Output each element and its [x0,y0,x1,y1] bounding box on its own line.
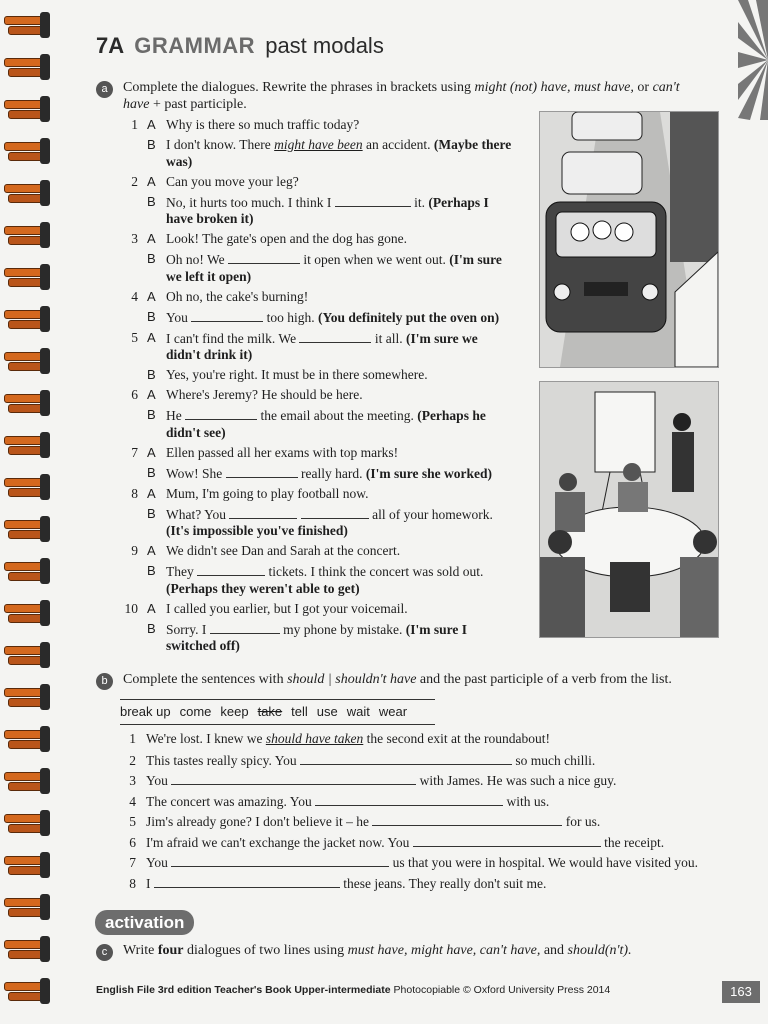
speaker-a: A [147,329,156,345]
lesson-code: 7A [96,33,125,58]
line-b [120,309,515,327]
dialogue-item [120,601,515,655]
line-a [120,289,515,306]
answer-blank[interactable] [300,752,512,765]
line-b [120,621,515,655]
item-number: 5 [129,814,136,829]
section-b-instruction: Complete the sentences with should | shouldn't have and the past participle of a verb from the list. [123,672,672,687]
item-number: 4 [131,288,138,304]
footer-copyright: Photocopiable © Oxford University Press 2014 [393,984,611,996]
sentence-post: with James. He was such a nice guy. [419,773,617,788]
section-a-badge: a [96,81,113,98]
line-b-text: Sorry. I [166,621,207,637]
line-b [120,465,515,483]
item-number: 2 [129,752,136,768]
answer-blank[interactable] [197,563,265,576]
line-b-text: I don't know. There [166,137,271,152]
line-a [120,231,515,248]
dialogue-item [120,387,515,441]
sentence-pre: We're lost. I knew we [146,731,263,746]
binding-ring [0,50,56,84]
item-number: 8 [129,875,136,891]
item-number: 10 [124,600,138,616]
dialogue-item [120,174,515,228]
item-number: 7 [131,444,138,460]
page-title [96,33,384,59]
sentence-post: so much chilli. [515,752,596,768]
speaker-a: A [147,485,156,501]
sentence-post: for us. [565,814,601,829]
footer-book: English File 3rd edition Teacher's Book Upper-intermediate [96,984,391,996]
line-a [120,330,515,364]
answer-blank[interactable] [299,330,371,343]
binding-ring [0,806,56,840]
line-a [120,117,515,134]
speaker-b: B [147,505,156,521]
sentence-pre: The concert was amazing. You [146,793,312,809]
line-b-text: Yes, you're right. It must be in there somewhere. [166,367,428,382]
sentence-item [120,875,546,892]
dialogue-item [120,486,515,540]
binding-ring [0,848,56,882]
dialogue-item [120,231,515,285]
bracket-hint: (You definitely put the oven on) [318,309,500,325]
line-a [120,543,515,560]
grammar-label: GRAMMAR [134,33,256,58]
line-b-text: You [166,309,188,325]
line-b-text: They [166,564,194,579]
binding-ring [0,596,56,630]
bracket-hint: (It's impossible you've finished) [166,523,348,538]
sentence-pre: This tastes really spicy. You [146,752,297,768]
activation-instruction: Write four dialogues of two lines using must have, might have, can't have, and should(n't). [123,943,632,958]
binding-ring [0,176,56,210]
line-b-text: He [166,408,182,423]
sentence-pre: I [146,875,151,891]
speaker-b: B [147,563,156,578]
line-b-post: all of your homework. [372,506,493,522]
speaker-a: A [147,387,156,402]
dialogue-item [120,330,515,384]
line-b [120,563,515,597]
line-b-post: really hard. [301,465,363,481]
binding-ring [0,8,56,42]
sentence-pre: You [146,855,168,870]
word-list-item: tell [291,704,308,719]
line-b-post: it. [414,194,426,210]
item-number: 3 [131,231,138,246]
line-a-text: Can you move your leg? [166,173,299,189]
bracket-hint: (I'm sure I switched off) [166,621,467,653]
speaker-a: A [147,543,156,558]
line-a [120,174,515,191]
line-a-text: Mum, I'm going to play football now. [166,485,369,501]
binding-ring [0,974,56,1008]
line-a-post: it all. [374,330,403,346]
answer-blank[interactable] [413,834,601,847]
answer-blank[interactable] [229,506,297,519]
speaker-b: B [147,367,156,382]
answer-blank[interactable] [315,793,503,806]
dialogue-item [120,289,515,327]
speaker-a: A [147,173,156,189]
speaker-b: B [147,407,156,422]
line-a [120,486,515,503]
line-a-text: Look! The gate's open and the dog has gone. [166,231,407,246]
item-number: 1 [129,731,136,746]
bracket-hint: (Perhaps I have broken it) [166,194,489,226]
binding-ring [0,764,56,798]
line-a [120,445,515,462]
speaker-a: A [147,600,156,616]
binding-ring [0,302,56,336]
line-b-text: No, it hurts too much. I think I [166,194,332,210]
page-number: 163 [722,981,760,1003]
sentence-item [120,854,698,871]
speaker-a: A [147,117,156,132]
line-b [120,367,515,384]
sentence-post: these jeans. They really don't suit me. [343,875,547,891]
item-number: 9 [131,543,138,558]
item-number: 5 [131,329,138,345]
sentence-post: the second exit at the roundabout! [366,731,550,746]
footer [96,984,610,996]
sentence-post: with us. [506,793,550,809]
line-b [120,407,515,441]
binding-ring [0,512,56,546]
topic-title: past modals [265,33,384,58]
line-a [120,601,515,618]
binding-ring [0,386,56,420]
speaker-a: A [147,288,156,304]
line-a-text: Ellen passed all her exams with top marks! [166,444,399,460]
line-b-post: the email about the meeting. [260,408,414,423]
answer-blank[interactable] [372,813,562,826]
word-list-item: wait [346,704,370,719]
answer-blank[interactable] [171,854,389,867]
binding-ring [0,92,56,126]
section-c-badge: c [96,944,113,961]
word-list-item: come [179,704,212,719]
item-number: 7 [129,855,136,870]
item-number: 2 [131,173,138,189]
bracket-hint: (Perhaps they weren't able to get) [166,580,360,596]
dialogue-item [120,543,515,597]
item-number: 4 [129,793,136,809]
speaker-a: A [147,444,156,460]
spiral-binding [0,0,56,1024]
binding-ring [0,470,56,504]
line-b-text: Oh no! We [166,252,225,267]
word-list-item: take [257,704,283,719]
sentence-item [120,813,600,830]
line-a-text: Why is there so much traffic today? [166,117,360,132]
sentence-item [120,793,549,810]
answer-blank[interactable] [301,506,369,519]
sentence-item [120,772,616,789]
item-number: 6 [131,387,138,402]
bracket-hint: (I'm sure we left it open) [166,252,502,284]
answer-blank[interactable] [228,251,300,264]
activation-heading: activation [95,910,194,935]
dialogue-item [120,445,515,483]
item-number: 3 [129,773,136,788]
binding-ring [0,680,56,714]
line-b-post: an accident. [366,137,431,152]
sentence-item [120,731,550,747]
word-list-box [120,699,435,725]
answer-blank[interactable] [210,621,280,634]
line-b [120,137,515,170]
speaker-b: B [147,137,156,152]
line-b [120,506,515,540]
item-number: 6 [129,834,136,850]
line-a-text: We didn't see Dan and Sarah at the concert. [166,543,401,558]
sentence-item [120,834,664,851]
section-a-instruction: Complete the dialogues. Rewrite the phrases in brackets using might (not) have, must have, or can't have + past participle. [123,80,680,112]
bracket-hint: (I'm sure she worked) [365,465,492,481]
speaker-b: B [147,464,156,480]
answer-blank[interactable] [191,309,263,322]
line-a-text: Where's Jeremy? He should be here. [166,387,363,402]
line-a-text: I called you earlier, but I got your voicemail. [166,600,408,616]
speaker-a: A [147,231,156,246]
starburst-decoration [738,0,768,120]
speaker-b: B [147,251,156,266]
speaker-b: B [147,193,156,209]
binding-ring [0,932,56,966]
binding-ring [0,722,56,756]
traffic-jam-illustration [539,111,719,368]
bracket-hint: (Perhaps he didn't see) [166,408,486,440]
answer-blank[interactable] [154,875,340,888]
binding-ring [0,428,56,462]
answer-blank[interactable] [171,772,416,785]
sentence-post: us that you were in hospital. We would have visited you. [392,855,699,870]
binding-ring [0,260,56,294]
binding-ring [0,638,56,672]
word-list-item: keep [220,704,249,719]
line-b-text: What? You [166,506,226,522]
dialogue-list [120,117,515,658]
binding-ring [0,134,56,168]
sentence-pre: You [146,773,168,788]
word-list-item: use [316,704,338,719]
binding-ring [0,344,56,378]
sentence-pre: I'm afraid we can't exchange the jacket now. You [146,834,410,850]
line-a [120,387,515,404]
sentence-pre: Jim's already gone? I don't believe it – he [146,814,370,829]
item-number: 8 [131,485,138,501]
item-number: 1 [131,117,138,132]
answer-blank[interactable] [185,407,257,420]
example-answer: might have been [274,137,363,152]
line-b [120,194,515,228]
meeting-illustration [539,381,719,638]
sentence-post: the receipt. [604,834,665,850]
line-b-post: my phone by mistake. [283,621,403,637]
word-list-item: wear [378,704,408,719]
line-b-text: Wow! She [166,465,223,481]
bracket-hint: (I'm sure we didn't drink it) [166,330,478,362]
line-a-text: I can't find the milk. We [166,330,297,346]
bracket-hint: (Maybe there was) [166,137,512,169]
line-a-text: Oh no, the cake's burning! [166,288,309,304]
word-list-item: break up [120,704,171,719]
binding-ring [0,218,56,252]
speaker-b: B [147,620,156,636]
section-b-badge: b [96,673,113,690]
speaker-b: B [147,308,156,324]
line-b-post: tickets. I think the concert was sold out. [268,564,484,579]
line-b [120,251,515,285]
example-answer: should have taken [265,731,364,746]
binding-ring [0,890,56,924]
binding-ring [0,554,56,588]
dialogue-item [120,117,515,170]
line-b-post: it open when we went out. [303,252,446,267]
answer-blank[interactable] [226,465,298,478]
answer-blank[interactable] [335,194,411,207]
sentence-item [120,752,595,769]
line-b-post: too high. [266,309,315,325]
